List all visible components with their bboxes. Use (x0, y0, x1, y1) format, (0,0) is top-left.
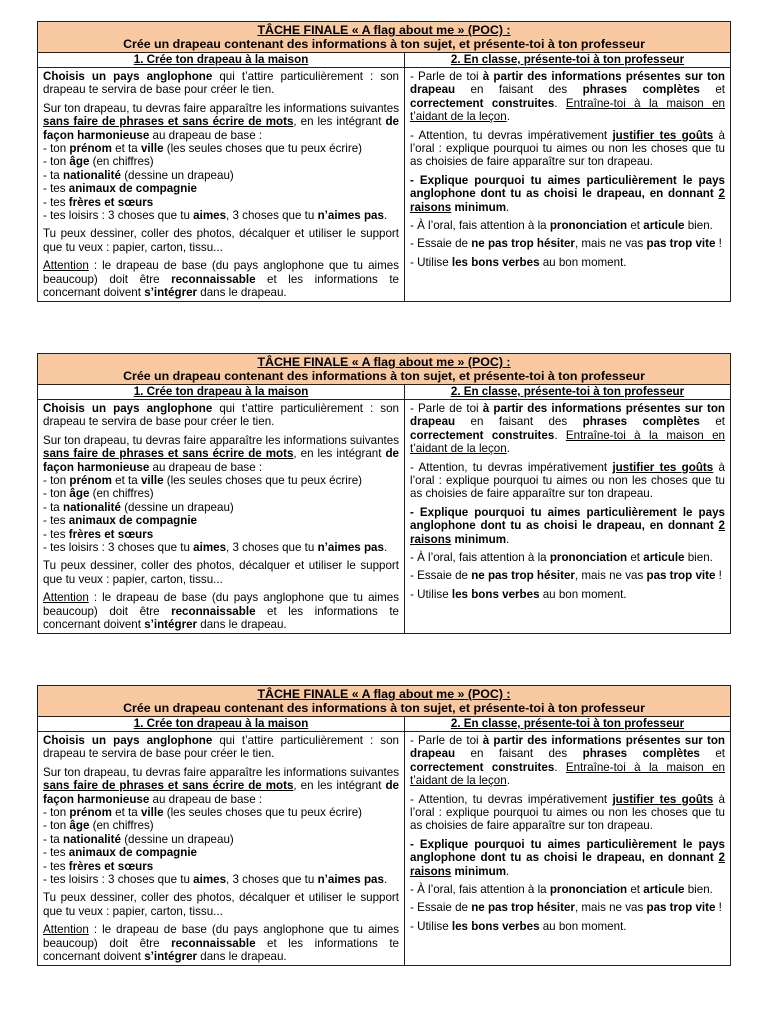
choose-country-paragraph: Choisis un pays anglophone qui t’attire particulièrement : son drapeau te servira de base pour créer le tien. (43, 70, 399, 97)
task-title: TÂCHE FINALE « A flag about me » (POC) : (257, 23, 511, 37)
home-column (38, 53, 405, 301)
list-item: - ton prénom et ta ville (les seules choses que tu peux écrire) (43, 474, 362, 488)
flag-info-paragraph: Sur ton drapeau, tu devras faire apparaître les informations suivantes sans faire de phrases et sans écrire de mots, en les intégrant de façon harmonieuse au drapeau de base : (43, 765, 399, 806)
instruction-hesitate: - Essaie de ne pas trop hésiter, mais ne vas pas trop vite ! (410, 901, 722, 915)
instruction-pronounce: - À l’oral, fais attention à la prononciation et articule bien. (410, 551, 713, 565)
instruction-explain: - Explique pourquoi tu aimes particulièrement le pays anglophone dont tu as choisi le drapeau, en donnant 2 raisons minimum. (410, 837, 725, 878)
class-column-header: 2. En classe, présente-toi à ton professeur (405, 53, 730, 68)
class-column-header: 2. En classe, présente-toi à ton professeur (405, 717, 730, 732)
list-item: - ta nationalité (dessine un drapeau) (43, 832, 234, 846)
list-item: - tes frères et sœurs (43, 527, 154, 541)
flag-info-paragraph: Sur ton drapeau, tu devras faire apparaître les informations suivantes sans faire de phrases et sans écrire de mots, en les intégrant de façon harmonieuse au drapeau de base : (43, 433, 399, 474)
task-header (38, 354, 730, 385)
list-item: - ton prénom et ta ville (les seules choses que tu peux écrire) (43, 142, 362, 156)
task-header (38, 686, 730, 717)
home-column-header: 1. Crée ton drapeau à la maison (38, 53, 404, 68)
task-card (37, 21, 731, 302)
attention-paragraph: Attention : le drapeau de base (du pays anglophone que tu aimes beaucoup) doit être reconnaissable et les informations te concernant doivent s’intégrer dans le drapeau. (43, 923, 399, 964)
list-item: - tes loisirs : 3 choses que tu aimes, 3 choses que tu n’aimes pas. (43, 873, 388, 887)
task-subtitle: Crée un drapeau contenant des informations à ton sujet, et présente-toi à ton professeur (123, 701, 645, 715)
materials-paragraph: Tu peux dessiner, coller des photos, décalquer et utiliser le support que tu veux : papier, carton, tissu... (43, 227, 399, 254)
home-column-header: 1. Crée ton drapeau à la maison (38, 385, 404, 400)
instruction-hesitate: - Essaie de ne pas trop hésiter, mais ne vas pas trop vite ! (410, 237, 722, 251)
info-list (43, 142, 399, 222)
instruction-hesitate: - Essaie de ne pas trop hésiter, mais ne vas pas trop vite ! (410, 569, 722, 583)
flag-info-paragraph: Sur ton drapeau, tu devras faire apparaître les informations suivantes sans faire de phrases et sans écrire de mots, en les intégrant de façon harmonieuse au drapeau de base : (43, 101, 399, 142)
list-item: - ta nationalité (dessine un drapeau) (43, 168, 234, 182)
class-column-header: 2. En classe, présente-toi à ton professeur (405, 385, 730, 400)
class-column (405, 717, 730, 965)
task-subtitle: Crée un drapeau contenant des informations à ton sujet, et présente-toi à ton professeur (123, 369, 645, 383)
instruction-verbs: - Utilise les bons verbes au bon moment. (410, 255, 627, 269)
instruction-verbs: - Utilise les bons verbes au bon moment. (410, 587, 627, 601)
materials-paragraph: Tu peux dessiner, coller des photos, décalquer et utiliser le support que tu veux : papier, carton, tissu... (43, 559, 399, 586)
materials-paragraph: Tu peux dessiner, coller des photos, décalquer et utiliser le support que tu veux : papier, carton, tissu... (43, 891, 399, 918)
list-item: - tes loisirs : 3 choses que tu aimes, 3 choses que tu n’aimes pas. (43, 541, 388, 555)
task-columns (38, 53, 730, 301)
list-item: - ton âge (en chiffres) (43, 155, 154, 169)
info-list (43, 806, 399, 886)
list-item: - ta nationalité (dessine un drapeau) (43, 500, 234, 514)
list-item: - tes frères et sœurs (43, 859, 154, 873)
instruction-explain: - Explique pourquoi tu aimes particulièrement le pays anglophone dont tu as choisi le drapeau, en donnant 2 raisons minimum. (410, 173, 725, 214)
task-card (37, 685, 731, 966)
choose-country-paragraph: Choisis un pays anglophone qui t’attire particulièrement : son drapeau te servira de base pour créer le tien. (43, 734, 399, 761)
task-columns (38, 717, 730, 965)
instruction-verbs: - Utilise les bons verbes au bon moment. (410, 919, 627, 933)
list-item: - tes animaux de compagnie (43, 182, 197, 196)
home-column-header: 1. Crée ton drapeau à la maison (38, 717, 404, 732)
home-column (38, 385, 405, 633)
task-card (37, 353, 731, 634)
class-column (405, 385, 730, 633)
instruction-speak: - Parle de toi à partir des informations présentes sur ton drapeau en faisant des phrases complètes et correctement construites. Entraîne-toi à la maison en t’aidant de la leçon. (410, 70, 725, 124)
task-columns (38, 385, 730, 633)
attention-paragraph: Attention : le drapeau de base (du pays anglophone que tu aimes beaucoup) doit être reconnaissable et les informations te concernant doivent s’intégrer dans le drapeau. (43, 591, 399, 632)
task-title: TÂCHE FINALE « A flag about me » (POC) : (257, 355, 511, 369)
list-item: - tes animaux de compagnie (43, 846, 197, 860)
home-column (38, 717, 405, 965)
instruction-justify: - Attention, tu devras impérativement justifier tes goûts à l’oral : explique pourquoi tu aimes ou non les choses que tu as choisies de faire apparaître sur ton drapeau. (410, 792, 725, 833)
attention-paragraph: Attention : le drapeau de base (du pays anglophone que tu aimes beaucoup) doit être reconnaissable et les informations te concernant doivent s’intégrer dans le drapeau. (43, 259, 399, 300)
choose-country-paragraph: Choisis un pays anglophone qui t’attire particulièrement : son drapeau te servira de base pour créer le tien. (43, 402, 399, 429)
instruction-speak: - Parle de toi à partir des informations présentes sur ton drapeau en faisant des phrases complètes et correctement construites. Entraîne-toi à la maison en t’aidant de la leçon. (410, 734, 725, 788)
list-item: - ton âge (en chiffres) (43, 819, 154, 833)
instruction-pronounce: - À l’oral, fais attention à la prononciation et articule bien. (410, 883, 713, 897)
list-item: - tes animaux de compagnie (43, 514, 197, 528)
list-item: - tes loisirs : 3 choses que tu aimes, 3 choses que tu n’aimes pas. (43, 209, 388, 223)
instruction-explain: - Explique pourquoi tu aimes particulièrement le pays anglophone dont tu as choisi le drapeau, en donnant 2 raisons minimum. (410, 505, 725, 546)
instruction-speak: - Parle de toi à partir des informations présentes sur ton drapeau en faisant des phrases complètes et correctement construites. Entraîne-toi à la maison en t’aidant de la leçon. (410, 402, 725, 456)
list-item: - ton prénom et ta ville (les seules choses que tu peux écrire) (43, 806, 362, 820)
class-column (405, 53, 730, 301)
task-subtitle: Crée un drapeau contenant des informations à ton sujet, et présente-toi à ton professeur (123, 37, 645, 51)
info-list (43, 474, 399, 554)
list-item: - tes frères et sœurs (43, 195, 154, 209)
instruction-justify: - Attention, tu devras impérativement justifier tes goûts à l’oral : explique pourquoi tu aimes ou non les choses que tu as choisies de faire apparaître sur ton drapeau. (410, 460, 725, 501)
task-title: TÂCHE FINALE « A flag about me » (POC) : (257, 687, 511, 701)
instruction-justify: - Attention, tu devras impérativement justifier tes goûts à l’oral : explique pourquoi tu aimes ou non les choses que tu as choisies de faire apparaître sur ton drapeau. (410, 128, 725, 169)
instruction-pronounce: - À l’oral, fais attention à la prononciation et articule bien. (410, 219, 713, 233)
task-header (38, 22, 730, 53)
list-item: - ton âge (en chiffres) (43, 487, 154, 501)
